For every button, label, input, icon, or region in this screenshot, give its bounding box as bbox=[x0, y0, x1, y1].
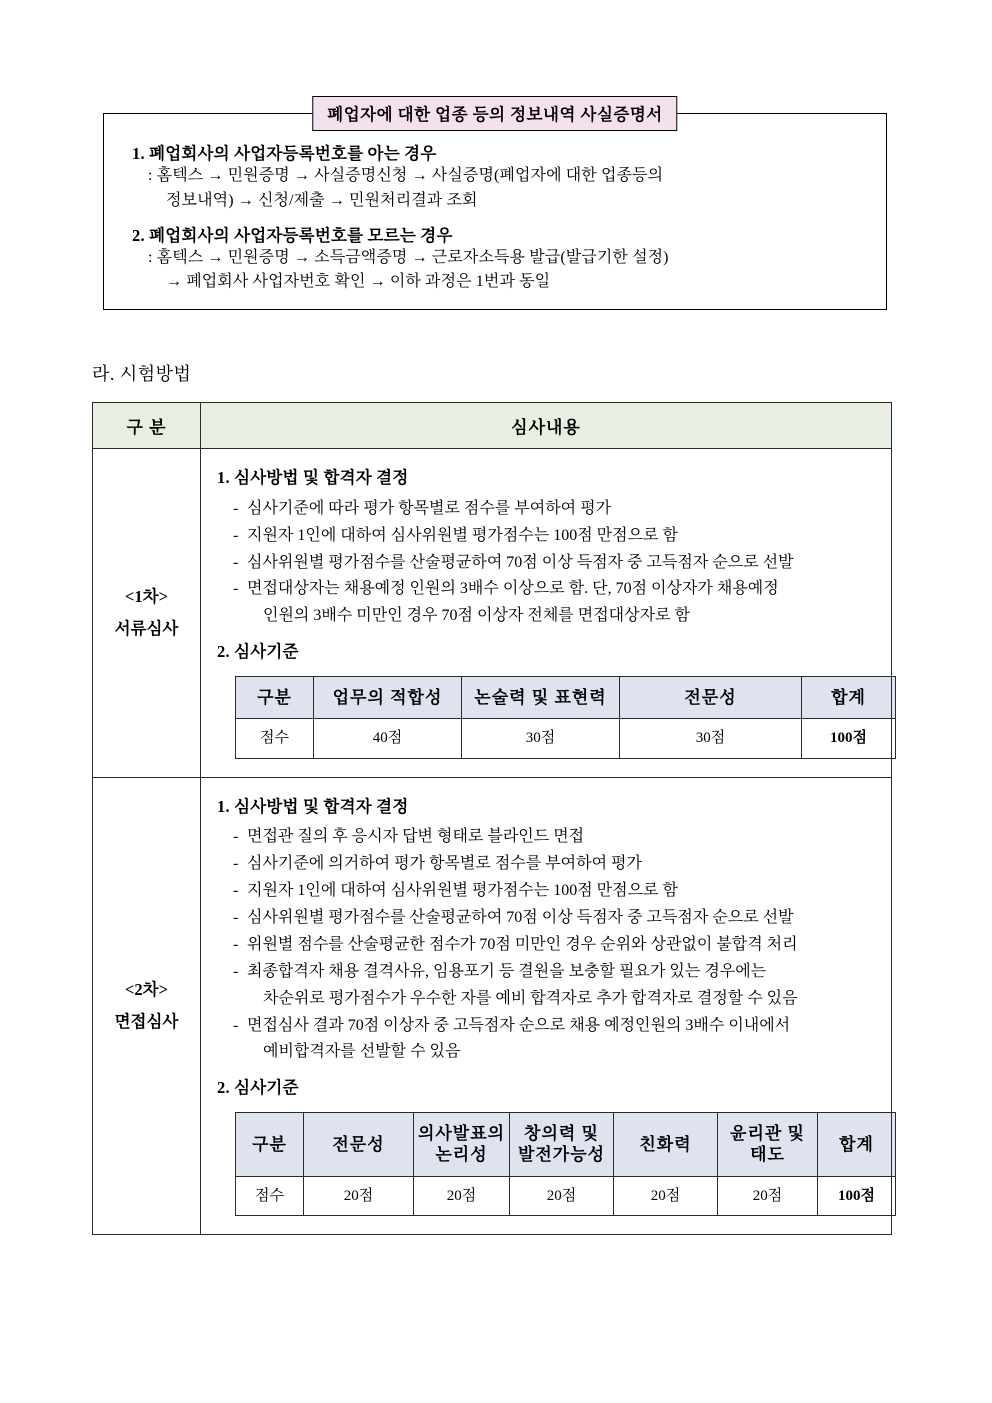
dash-icon: - bbox=[233, 580, 239, 598]
row-2-bullet-7-text: 면접심사 결과 70점 이상자 중 고득점자 순으로 채용 예정인원의 3배수 이내에서 bbox=[247, 1016, 791, 1034]
dash-icon: - bbox=[233, 553, 239, 571]
row-1-bullet-1 bbox=[217, 496, 877, 522]
row-2-bullet-4 bbox=[217, 905, 877, 931]
notice-item-1-head: 1. 폐업회사의 사업자등록번호를 아는 경우 bbox=[132, 144, 437, 163]
row-2-bullet-4-text: 심사위원별 평가점수를 산술평균하여 70점 이상 득점자 중 고득점자 순으로 선발 bbox=[247, 908, 794, 926]
row-2-bullet-5-text: 위원별 점수를 산술평균한 점수가 70점 미만인 경우 순위와 상관없이 불합격 처리 bbox=[247, 935, 798, 953]
row-1-division-line-2: 서류심사 bbox=[114, 618, 179, 638]
row-2-score-values bbox=[236, 1176, 896, 1215]
row-1-score-v2: 30점 bbox=[620, 719, 802, 758]
table-row bbox=[93, 449, 892, 778]
dash-icon: - bbox=[233, 962, 239, 980]
row-2-score-h5-line-1: 윤리관 및 bbox=[730, 1124, 805, 1144]
row-2-bullet-6 bbox=[217, 959, 877, 985]
row-2-bullet-6-cont: 차순위로 평가점수가 우수한 자를 예비 합격자로 추가 합격자로 결정할 수 있음 bbox=[263, 989, 798, 1007]
notice-box-wrapper bbox=[103, 105, 887, 310]
dash-icon: - bbox=[233, 882, 239, 900]
row-1-content bbox=[201, 449, 892, 778]
row-1-bullet-1-text: 심사기준에 따라 평가 항목별로 점수를 부여하여 평가 bbox=[247, 499, 612, 517]
header-division: 구 분 bbox=[93, 403, 201, 449]
row-2-score-v4: 20점 bbox=[718, 1176, 818, 1215]
row-2-score-label: 점수 bbox=[236, 1176, 304, 1215]
row-2-score-h5-line-2: 태도 bbox=[750, 1145, 785, 1165]
row-1-score-v1: 30점 bbox=[462, 719, 620, 758]
row-2-score-h5 bbox=[718, 1113, 818, 1177]
row-2-bullet-3-text: 지원자 1인에 대하여 심사위원별 평가점수는 100점 만점으로 함 bbox=[247, 882, 678, 900]
row-1-division-line-1: <1차> bbox=[125, 587, 168, 607]
exam-method-table bbox=[92, 402, 892, 1235]
header-content: 심사내용 bbox=[201, 403, 892, 449]
row-2-score-h6: 합계 bbox=[818, 1113, 896, 1177]
row-2-score-h4: 친화력 bbox=[614, 1113, 718, 1177]
row-2-content bbox=[201, 777, 892, 1234]
row-1-bullet-4-text: 면접대상자는 채용예정 인원의 3배수 이상으로 함. 단, 70점 이상자가 채용예정 bbox=[247, 580, 779, 598]
notice-item-1 bbox=[118, 140, 872, 214]
row-2-score-v2: 20점 bbox=[510, 1176, 614, 1215]
dash-icon: - bbox=[233, 499, 239, 517]
notice-item-1-line-1: : 홈텍스 → 민원증명 → 사실증명신청 → 사실증명(폐업자에 대한 업종등의 bbox=[148, 167, 664, 184]
row-1-score-v0: 40점 bbox=[314, 719, 462, 758]
row-2-division-line-1: <2차> bbox=[125, 980, 168, 1000]
row-2-bullet-7-cont: 예비합격자를 선발할 수 있음 bbox=[263, 1043, 461, 1061]
notice-item-2-head: 2. 폐업회사의 사업자등록번호를 모르는 경우 bbox=[132, 225, 453, 245]
row-1-bullet-2-text: 지원자 1인에 대하여 심사위원별 평가점수는 100점 만점으로 함 bbox=[247, 526, 678, 544]
row-2-score-h3-line-1: 창의력 및 bbox=[524, 1124, 599, 1144]
row-1-bullet-3 bbox=[217, 550, 877, 576]
row-1-bullet-3-text: 심사위원별 평가점수를 산술평균하여 70점 이상 득점자 중 고득점자 순으로 선발 bbox=[247, 553, 794, 571]
row-2-bullet-3 bbox=[217, 878, 877, 904]
notice-item-2-line-1: : 홈텍스 → 민원증명 → 소득금액증명 → 근로자소득용 발급(발급기한 설정) bbox=[148, 248, 669, 266]
row-1-block-2-title: 2. 심사기준 bbox=[217, 642, 299, 662]
row-1-bullet-4-cont: 인원의 3배수 미만인 경우 70점 이상자 전체를 면접대상자로 함 bbox=[263, 607, 690, 625]
row-1-block-1-title: 1. 심사방법 및 합격자 결정 bbox=[217, 468, 409, 487]
row-1-score-header bbox=[236, 676, 896, 718]
dash-icon: - bbox=[233, 1016, 239, 1034]
dash-icon: - bbox=[233, 935, 239, 953]
row-2-score-header bbox=[236, 1113, 896, 1177]
row-2-division-line-2: 면접심사 bbox=[114, 1011, 179, 1031]
row-1-division bbox=[93, 449, 201, 778]
row-1-score-label: 점수 bbox=[236, 719, 314, 758]
row-2-score-h1: 전문성 bbox=[304, 1113, 414, 1177]
row-2-score-table bbox=[235, 1112, 896, 1216]
row-1-score-h2: 논술력 및 표현력 bbox=[462, 676, 620, 718]
row-2-score-total: 100점 bbox=[818, 1176, 896, 1215]
row-2-block-1-title: 1. 심사방법 및 합격자 결정 bbox=[217, 796, 409, 816]
row-2-bullet-2-text: 심사기준에 의거하여 평가 항목별로 점수를 부여하여 평가 bbox=[247, 855, 642, 873]
notice-item-2 bbox=[118, 222, 872, 296]
row-2-block-2-title: 2. 심사기준 bbox=[217, 1078, 299, 1098]
row-2-score-v0: 20점 bbox=[304, 1176, 414, 1215]
row-2-bullet-2 bbox=[217, 851, 877, 877]
dash-icon: - bbox=[233, 526, 239, 544]
row-2-score-h3-line-2: 발전가능성 bbox=[517, 1145, 606, 1165]
row-2-score-v3: 20점 bbox=[614, 1176, 718, 1215]
row-2-score-v1: 20점 bbox=[414, 1176, 510, 1215]
row-2-score-h3 bbox=[510, 1113, 614, 1177]
row-2-score-h0: 구분 bbox=[236, 1113, 304, 1177]
row-1-score-table bbox=[235, 676, 896, 759]
dash-icon: - bbox=[233, 828, 239, 846]
notice-title: 폐업자에 대한 업종 등의 정보내역 사실증명서 bbox=[312, 96, 677, 131]
notice-item-2-line-2: → 폐업회사 사업자번호 확인 → 이하 과정은 1번과 동일 bbox=[166, 273, 551, 291]
row-1-score-total: 100점 bbox=[802, 719, 896, 758]
row-2-bullet-5 bbox=[217, 932, 877, 958]
table-row bbox=[93, 777, 892, 1234]
row-2-division bbox=[93, 777, 201, 1234]
row-1-score-h0: 구분 bbox=[236, 676, 314, 718]
dash-icon: - bbox=[233, 908, 239, 926]
row-2-bullet-1 bbox=[217, 824, 877, 850]
notice-box bbox=[103, 105, 887, 310]
section-heading: 라. 시험방법 bbox=[92, 364, 192, 384]
dash-icon: - bbox=[233, 855, 239, 873]
row-2-score-h2-line-2: 논리성 bbox=[435, 1145, 488, 1165]
row-2-score-h2-line-1: 의사발표의 bbox=[417, 1124, 506, 1144]
row-1-bullet-2 bbox=[217, 523, 877, 549]
row-1-bullet-4 bbox=[217, 576, 877, 602]
row-2-bullet-6-text: 최종합격자 채용 결격사유, 임용포기 등 결원을 보충할 필요가 있는 경우에는 bbox=[247, 962, 767, 980]
row-1-score-h4: 합계 bbox=[802, 676, 896, 718]
row-1-score-h3: 전문성 bbox=[620, 676, 802, 718]
row-2-bullet-1-text: 면접관 질의 후 응시자 답변 형태로 블라인드 면접 bbox=[247, 828, 585, 846]
row-2-score-h2 bbox=[414, 1113, 510, 1177]
row-1-score-values bbox=[236, 719, 896, 758]
notice-item-1-line-2: 정보내역) → 신청/제출 → 민원처리결과 조회 bbox=[166, 191, 478, 209]
row-1-score-h1: 업무의 적합성 bbox=[314, 676, 462, 718]
row-2-bullet-7 bbox=[217, 1013, 877, 1039]
table-header-row bbox=[93, 403, 892, 449]
